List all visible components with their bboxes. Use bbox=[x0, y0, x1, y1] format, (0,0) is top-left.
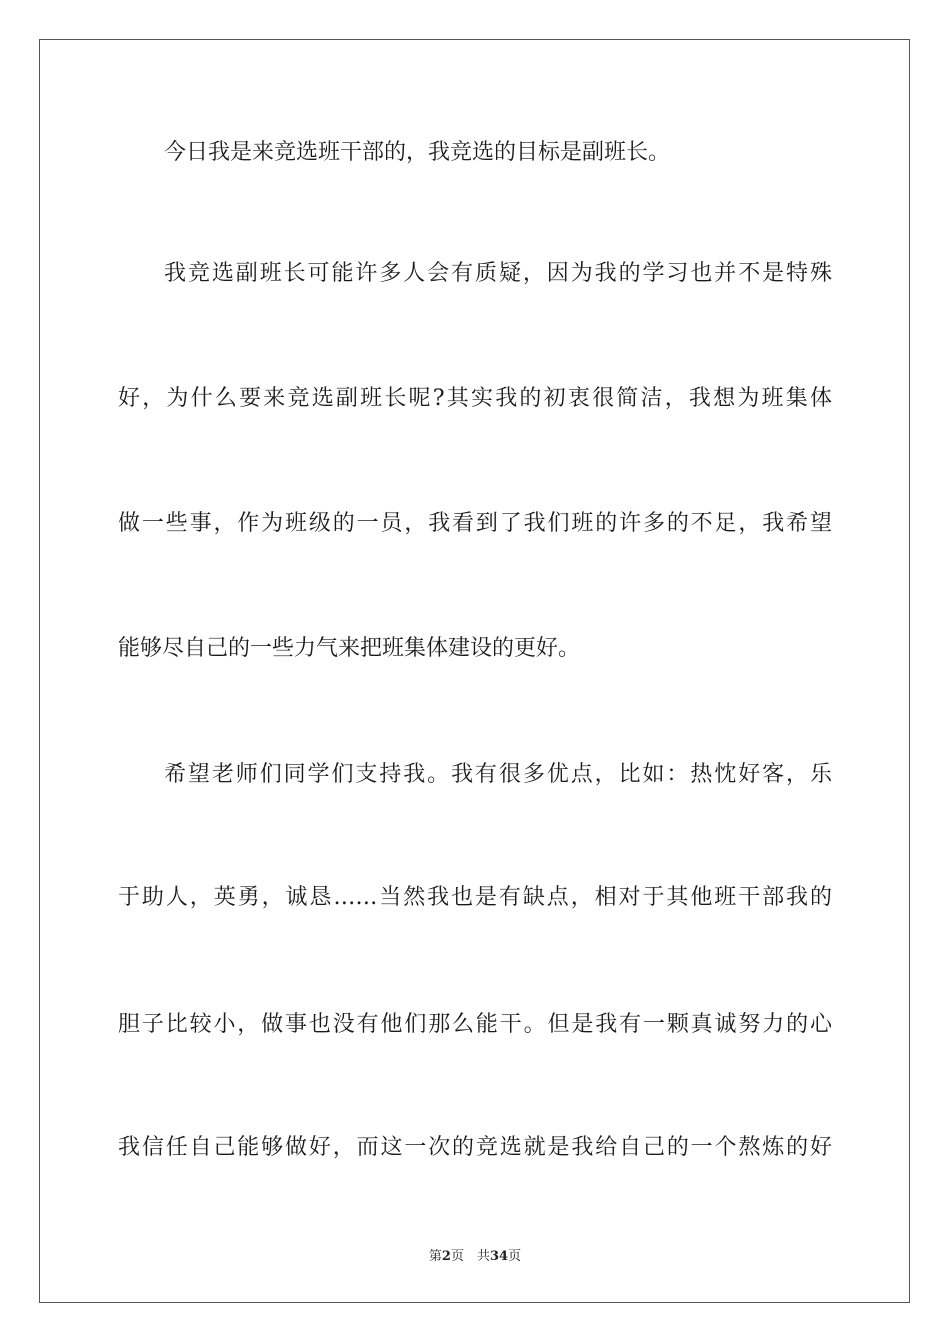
footer-prefix: 第 bbox=[428, 1249, 442, 1264]
footer-page-number: 2 bbox=[441, 1249, 451, 1264]
paragraph-2-line-1: 我竞选副班长可能许多人会有质疑，因为我的学习也并不是特殊 bbox=[164, 261, 832, 286]
page-footer bbox=[0, 1248, 950, 1266]
paragraph-3-line-1: 希望老师们同学们支持我。我有很多优点，比如：热忱好客，乐 bbox=[164, 762, 832, 787]
paragraph-3-line-2: 于助人，英勇，诚恳……当然我也是有缺点，相对于其他班干部我的 bbox=[118, 885, 832, 910]
footer-suffix: 页 bbox=[508, 1249, 522, 1264]
paragraph-2-line-3: 做一些事，作为班级的一员，我看到了我们班的许多的不足，我希望 bbox=[118, 511, 832, 536]
paragraph-3-line-3: 胆子比较小，做事也没有他们那么能干。但是我有一颗真诚努力的心 bbox=[118, 1012, 832, 1037]
paragraph-2-line-4: 能够尽自己的一些力气来把班集体建设的更好。 bbox=[118, 636, 581, 661]
footer-total-pages: 34 bbox=[489, 1249, 509, 1264]
footer-mid: 页 共 bbox=[450, 1249, 490, 1264]
page-border bbox=[39, 39, 910, 1303]
paragraph-3-line-4: 我信任自己能够做好，而这一次的竞选就是我给自己的一个熬炼的好 bbox=[118, 1135, 832, 1160]
paragraph-2-line-2: 好，为什么要来竞选副班长呢?其实我的初衷很简洁，我想为班集体 bbox=[118, 386, 832, 411]
paragraph-1-line-1: 今日我是来竞选班干部的，我竞选的目标是副班长。 bbox=[164, 140, 671, 165]
